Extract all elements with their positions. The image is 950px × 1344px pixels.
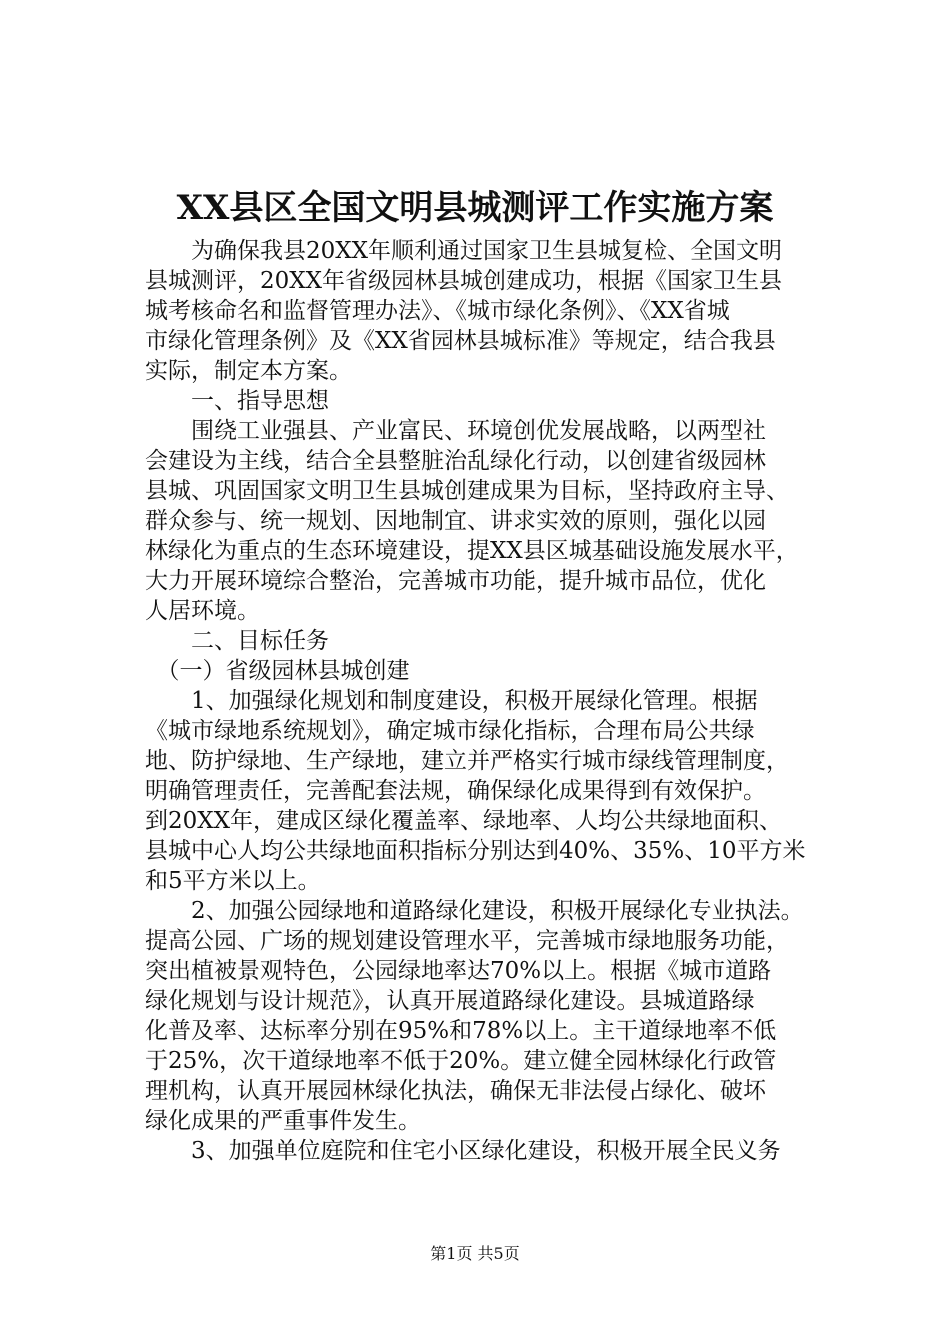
body-line: 市绿化管理条例》及《XX省园林县城标准》等规定，结合我县 (145, 328, 776, 354)
page-number-footer: 第1页 共5页 (430, 1244, 520, 1263)
body-line: 《城市绿地系统规划》，确定城市绿化指标，合理布局公共绿 (145, 718, 755, 744)
body-line: 理机构，认真开展园林绿化执法，确保无非法侵占绿化、破坏 (145, 1078, 766, 1104)
body-line: 化普及率、达标率分别在95%和78%以上。主干道绿地率不低 (145, 1018, 777, 1044)
body-line: 围绕工业强县、产业富民、环境创优发展战略，以两型社 (145, 418, 766, 444)
body-line: 一、指导思想 (145, 388, 329, 414)
document-title: XX县区全国文明县城测评工作实施方案 (176, 188, 774, 228)
body-line: （一）省级园林县城创建 (145, 658, 410, 684)
body-line: 到20XX年，建成区绿化覆盖率、绿地率、人均公共绿地面积、 (145, 808, 783, 834)
body-line: 县城中心人均公共绿地面积指标分别达到40%、35%、10平方米 (145, 838, 806, 864)
body-line: 林绿化为重点的生态环境建设，提XX县区城基础设施发展水平， (145, 538, 799, 564)
body-line: 人居环境。 (145, 598, 260, 624)
body-line: 地、防护绿地、生产绿地，建立并严格实行城市绿线管理制度， (145, 748, 789, 774)
body-line: 绿化成果的严重事件发生。 (145, 1108, 421, 1134)
body-line: 提高公园、广场的规划建设管理水平，完善城市绿地服务功能， (145, 928, 789, 954)
body-line: 2、加强公园绿地和道路绿化建设，积极开展绿化专业执法。 (145, 898, 804, 924)
body-line: 突出植被景观特色，公园绿地率达70%以上。根据《城市道路 (145, 958, 772, 984)
body-line: 为确保我县20XX年顺利通过国家卫生县城复检、全国文明 (145, 238, 783, 264)
body-line: 二、目标任务 (145, 628, 329, 654)
body-line: 城考核命名和监督管理办法》、《城市绿化条例》、《XX省城 (145, 298, 730, 324)
body-line: 于25%，次干道绿地率不低于20%。建立健全园林绿化行政管 (145, 1048, 777, 1074)
document-body (145, 236, 835, 1166)
body-line: 县城、巩固国家文明卫生县城创建成果为目标，坚持政府主导、 (145, 478, 789, 504)
body-line: 会建设为主线，结合全县整脏治乱绿化行动，以创建省级园林 (145, 448, 766, 474)
body-line: 县城测评，20XX年省级园林县城创建成功，根据《国家卫生县 (145, 268, 783, 294)
body-line: 大力开展环境综合整治，完善城市功能，提升城市品位，优化 (145, 568, 766, 594)
body-line: 群众参与、统一规划、因地制宜、讲求实效的原则，强化以园 (145, 508, 766, 534)
body-line: 3、加强单位庭院和住宅小区绿化建设，积极开展全民义务 (145, 1138, 781, 1164)
body-line: 实际，制定本方案。 (145, 358, 352, 384)
body-line: 绿化规划与设计规范》，认真开展道路绿化建设。县城道路绿 (145, 988, 755, 1014)
body-line: 明确管理责任，完善配套法规，确保绿化成果得到有效保护。 (145, 778, 766, 804)
body-line: 1、加强绿化规划和制度建设，积极开展绿化管理。根据 (145, 688, 758, 714)
body-line: 和5平方米以上。 (145, 868, 321, 894)
